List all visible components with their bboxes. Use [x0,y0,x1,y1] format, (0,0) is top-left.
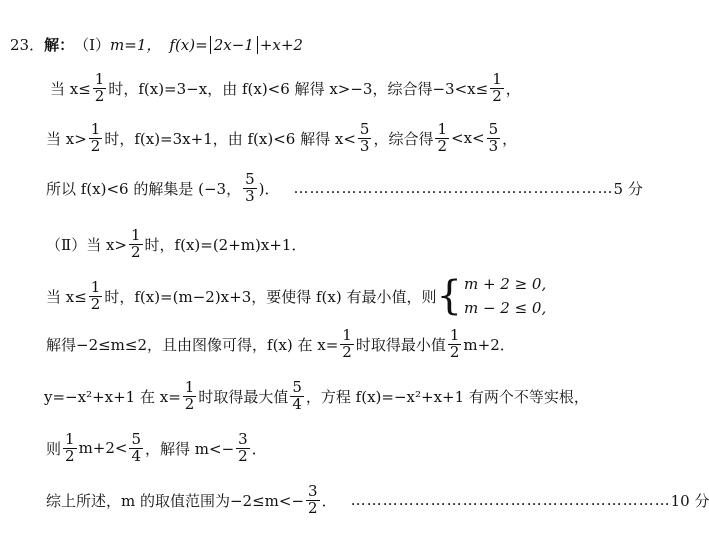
line10-frac-den: 2 [308,498,318,517]
case3-frac [89,277,103,313]
conclusion1-frac-den: 3 [245,186,255,205]
line7-f2-den: 2 [449,342,460,361]
part1-m-eq: m=1， [110,36,162,54]
case2-mid: 时，f(x)=3x+1，由 f(x)<6 解得 x< [104,129,356,148]
case2-line [46,122,517,155]
line10-score: 10 分 [670,491,709,510]
case3-frac-den: 2 [90,294,101,313]
solution-label: 解： [44,36,75,54]
line8-mid: 时取得最大值 [198,387,289,406]
line8-prefix: y=−x²+x+1 在 x= [44,387,181,406]
line10-prefix: 综上所述，m 的取值范围为−2≤m<− [46,491,305,510]
line8-frac-den: 2 [184,394,195,413]
line9-f3-den: 2 [238,446,248,465]
line9-frac3 [236,432,250,465]
case3-line [46,272,546,320]
line9-f3-num: 3 [238,430,248,448]
conclusion1-suffix: )． [258,179,280,198]
line8-frac2 [290,380,304,413]
part1-tail: +x+2 [259,35,303,54]
problem-header [10,34,303,55]
part2-line [46,228,306,261]
line7-mid: 时取得最小值 [355,335,446,354]
case2-frac4 [487,122,501,155]
case2-frac2 [358,122,372,155]
case1-end-frac [490,72,504,105]
conclusion1-frac [243,172,257,205]
case1-suffix: ， [505,79,521,98]
line9-suffix: ． [251,439,267,458]
case1-mid: 时，f(x)=3−x，由 f(x)<6 解得 x>−3，综合得−3<x≤ [108,79,489,98]
case2-f2-num: 5 [359,120,370,138]
case1-prefix: 当 x≤ [50,79,91,98]
line7-prefix: 解得−2≤m≤2，且由图像可得，f(x) 在 x= [46,335,339,354]
case1-frac [93,72,107,105]
line10 [46,482,709,517]
system-row-2: m − 2 ≤ 0, [463,299,547,317]
line7-frac2 [448,328,462,361]
line7-frac-den: 2 [342,342,352,361]
line8-suffix: ，方程 f(x)=−x²+x+1 有两个不等实根， [305,387,589,406]
left-brace: { [436,273,462,319]
conclusion1-score: 5 分 [613,179,643,198]
case1-line [50,72,521,105]
part1-fx: f(x)= [169,35,208,54]
line9-prefix: 则 [46,439,62,458]
line8-f2-den: 4 [292,394,302,413]
case1-frac-den: 2 [94,86,105,105]
case2-f4-num: 5 [488,120,499,138]
part1-label: （Ⅰ） [74,36,111,54]
line9-mid: m+2< [78,439,128,458]
part1-abs: 2x−1 [210,36,258,54]
line8-f2-num: 5 [292,378,302,396]
part2-frac-den: 2 [131,242,141,261]
case2-prefix: 当 x> [46,129,87,148]
case2-f3-den: 2 [437,136,448,155]
line10-frac [306,484,320,517]
inequality-system [437,272,547,320]
line9-frac2 [129,432,143,465]
system-row-1: m + 2 ≥ 0, [463,275,547,293]
line9-frac-num: 1 [65,430,75,448]
line9-frac-den: 2 [65,446,75,465]
part2-suffix: 时，f(x)=(2+m)x+1． [144,235,307,254]
line8 [44,380,589,413]
line7-f2-num: 1 [449,326,460,344]
case2-f2-den: 3 [359,136,370,155]
case3-prefix: 当 x≤ [46,287,87,306]
case2-frac3 [435,122,449,155]
case3-mid: 时，f(x)=(m−2)x+3，要使得 f(x) 有最小值，则 [104,287,437,306]
case2-suffix: ， [502,129,518,148]
conclusion1-frac-num: 5 [245,170,255,188]
conclusion1-line [46,170,643,205]
part2-label: （Ⅱ）当 x> [46,235,127,254]
line10-dots: …………………………………………………… [350,491,671,510]
case2-mid2: ，综合得 [373,129,434,148]
line7-frac-num: 1 [342,326,352,344]
case2-frac-den: 2 [90,136,101,155]
case2-f4-den: 3 [488,136,499,155]
line9-f2-num: 5 [131,430,142,448]
conclusion1-prefix: 所以 f(x)<6 的解集是 (−3， [46,179,242,198]
line10-suffix: ． [321,491,337,510]
line7-suffix: m+2． [463,335,515,354]
problem-number: 23． [10,36,45,54]
line8-frac [183,380,197,413]
line7 [46,328,515,361]
case2-f3-num: 1 [437,120,448,138]
case1-end-num: 1 [492,70,502,88]
line9 [46,432,267,465]
case2-frac [89,122,103,155]
line10-frac-num: 3 [308,482,318,500]
part2-frac-num: 1 [131,226,141,244]
case2-frac-num: 1 [90,120,101,138]
line9-mid2: ，解得 m<− [145,439,235,458]
line7-frac [340,328,354,361]
case3-frac-num: 1 [90,277,101,296]
system-rows [464,272,546,320]
line8-frac-num: 1 [184,378,195,396]
line9-frac [63,432,77,465]
case1-frac-num: 1 [94,70,105,88]
case2-mid3: <x< [451,129,485,148]
case1-end-den: 2 [492,86,502,105]
conclusion1-dots: …………………………………………………… [293,179,614,198]
part2-frac [129,228,143,261]
line9-f2-den: 4 [131,446,142,465]
